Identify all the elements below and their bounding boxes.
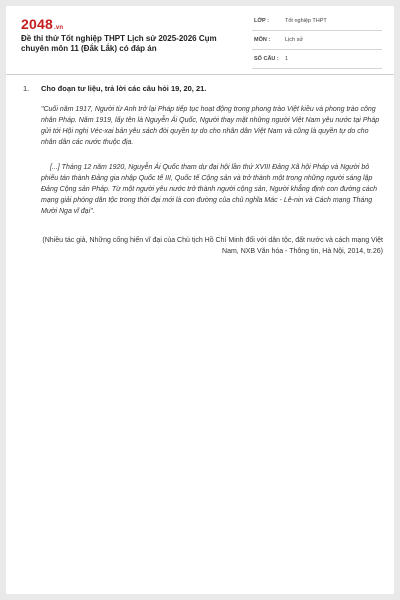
meta-label-question-count: SỐ CÂU : <box>254 56 279 62</box>
document-title: Đề thi thử Tốt nghiệp THPT Lịch sử 2025-2026 Cụm chuyên môn 11 (Đắk Lắk) có đáp án <box>21 34 217 53</box>
question-number: 1. <box>23 84 30 93</box>
site-logo-text: 2048 <box>21 16 53 32</box>
meta-label-class: LỚP : <box>254 18 269 24</box>
meta-row-question-count <box>252 52 382 69</box>
document-page <box>6 6 394 594</box>
meta-row-subject <box>252 33 382 50</box>
quote-paragraph-2: [...] Tháng 12 năm 1920, Nguyễn Ái Quốc tham dự đại hội lần thứ XVIII Đảng Xã hội Pháp và Người bỏ phiếu tán thành Đảng gia nhập Quốc tế III, Quốc tế Cộng sản và trở thành một trong những người sáng lập Đảng Cộng sản Pháp. Từ một người yêu nước trở thành người cộng sản, Người khẳng định con đường cách mạng giải phóng dân tộc trong thời đại mới là con đường của chủ nghĩa Mác - Lê-nin và Cách mạng Tháng Mười Nga vĩ đại". <box>41 164 378 215</box>
meta-value-question-count: 1 <box>285 56 289 62</box>
meta-value-subject: Lịch sử <box>285 37 304 43</box>
document-meta <box>252 14 382 69</box>
document-header <box>6 6 394 75</box>
site-logo[interactable] <box>21 16 63 36</box>
meta-value-class: Tốt nghiệp THPT <box>285 18 327 24</box>
quote-paragraph-1: "Cuối năm 1917, Người từ Anh trở lại Pháp tiếp tục hoạt động trong phong trào Việt kiều và phong trào công nhân Pháp. Năm 1919, lấy tên là Nguyễn Ái Quốc, Người thay mặt những người Việt Nam yêu nước tại Pháp gửi tới Hội nghị Véc-xai bản yêu sách đòi quyền tự do cho nhân dân Việt Nam và cũng là quyền tự do cho nhân dân các nước thuộc địa. <box>41 106 380 146</box>
quote-source: (Nhiều tác giả, Những cống hiến vĩ đại của Chủ tịch Hồ Chí Minh đối với dân tộc, đất nước và cách mạng Việt Nam, NXB Văn hóa - Thông tin, Hà Nội, 2014, tr.26) <box>42 237 383 255</box>
question-prompt: Cho đoạn tư liệu, trả lời các câu hỏi 19, 20, 21. <box>41 84 207 93</box>
meta-row-class <box>252 14 382 31</box>
meta-label-subject: MÔN : <box>254 37 271 43</box>
site-logo-suffix: .vn <box>53 25 64 31</box>
